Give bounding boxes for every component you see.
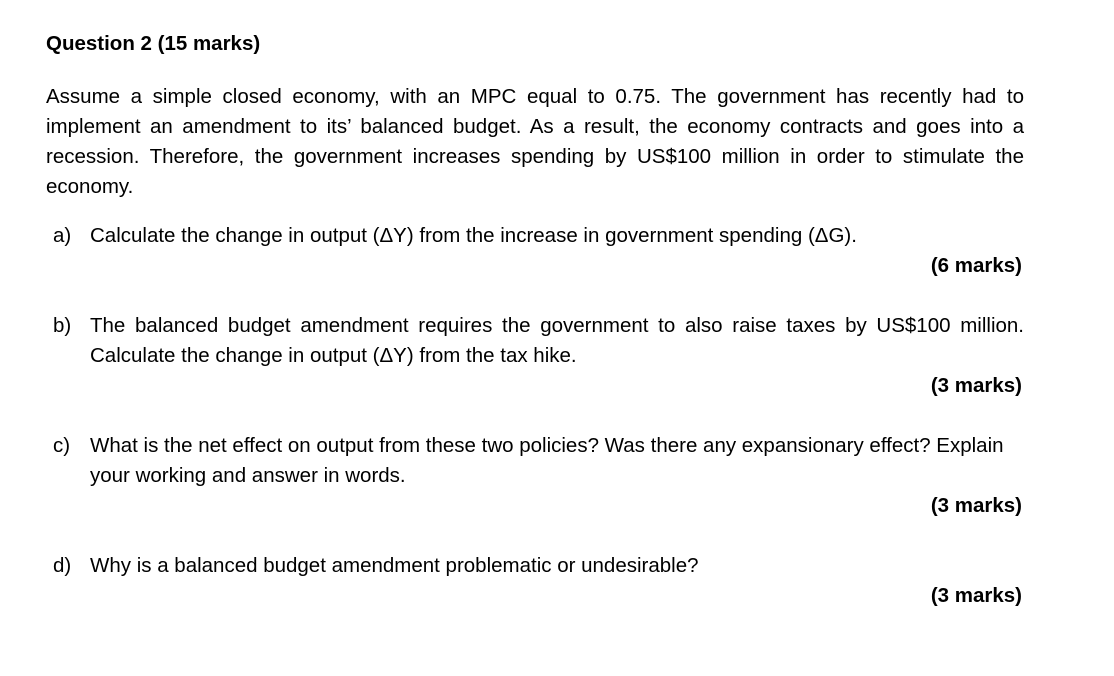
part-a-label: a) xyxy=(53,224,72,247)
question-intro: Assume a simple closed economy, with an MPC equal to 0.75. The government has recently had to implement an amendment to its’ balanced budget. As a result, the economy contracts and goes into a recession. Therefore, the government increases spending by US$100 million in order to stimulate the economy. xyxy=(46,85,1024,198)
part-c-marks: (3 marks) xyxy=(930,494,1022,517)
part-d-text: Why is a balanced budget amendment problematic or undesirable? xyxy=(90,554,699,577)
part-b-text: The balanced budget amendment requires the government to also raise taxes by US$100 million. Calculate the change in output (ΔY) from the tax hike. xyxy=(90,314,1024,367)
part-a-marks: (6 marks) xyxy=(930,254,1022,277)
part-b-marks: (3 marks) xyxy=(930,374,1022,397)
question-title: Question 2 (15 marks) xyxy=(46,32,261,55)
part-d-marks: (3 marks) xyxy=(930,584,1022,607)
part-c-label: c) xyxy=(53,434,71,457)
part-a-text: Calculate the change in output (ΔY) from the increase in government spending (ΔG). xyxy=(90,224,857,247)
part-b-label: b) xyxy=(53,314,72,337)
part-c-text: What is the net effect on output from these two policies? Was there any expansionary effect? Explain your working and answer in words. xyxy=(90,434,1004,487)
part-d-label: d) xyxy=(53,554,72,577)
